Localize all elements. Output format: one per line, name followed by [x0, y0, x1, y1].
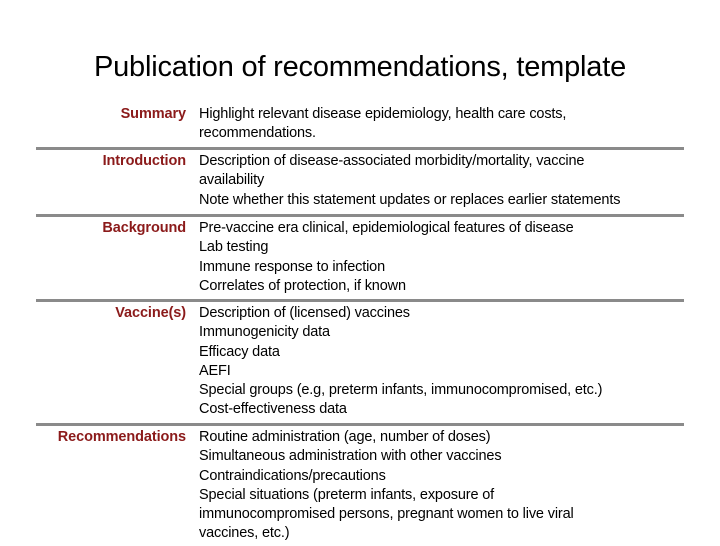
content-line: Lab testing [199, 239, 269, 256]
content-line: AEFI [199, 362, 231, 379]
content-line: Pre-vaccine era clinical, epidemiological features of disease [199, 220, 574, 236]
content-line: Correlates of protection, if known [199, 277, 406, 294]
content-line: recommendations. [199, 125, 316, 142]
content-line: Note whether this statement updates or replaces earlier statements [199, 191, 621, 208]
content-line: Simultaneous administration with other vaccines [199, 448, 502, 465]
content-line: Routine administration (age, number of doses) [199, 429, 491, 445]
table-row-background [36, 217, 684, 302]
row-label: Vaccine(s) [115, 305, 186, 321]
slide-title: Publication of recommendations, template [93, 51, 626, 83]
content-line: Immune response to infection [199, 258, 386, 275]
template-table [36, 103, 684, 546]
content-line: Special situations (preterm infants, exposure of [199, 486, 495, 503]
content-line: Contraindications/precautions [199, 467, 386, 484]
content-line: Immunogenicity data [199, 324, 330, 341]
content-line: Description of (licensed) vaccines [199, 305, 410, 321]
row-content [199, 152, 684, 210]
row-label: Recommendations [57, 429, 186, 445]
content-line: Description of disease-associated morbidity/mortality, vaccine [199, 153, 585, 169]
table-row-introduction [36, 150, 684, 217]
table-row-recommendations [36, 426, 684, 546]
content-line: immunocompromised persons, pregnant women to live viral [199, 506, 574, 523]
row-label: Summary [120, 106, 186, 122]
row-content [199, 428, 684, 544]
table-row-vaccines [36, 302, 684, 426]
row-label: Background [102, 220, 186, 236]
table-row-summary [36, 103, 684, 150]
row-content [199, 304, 684, 420]
row-content [199, 219, 684, 296]
row-label: Introduction [102, 153, 186, 169]
content-line: Efficacy data [199, 343, 280, 360]
content-line: vaccines, etc.) [199, 525, 290, 542]
row-content [199, 105, 684, 144]
content-line: availability [199, 172, 265, 189]
content-line: Special groups (e.g, preterm infants, immunocompromised, etc.) [199, 382, 603, 399]
content-line: Highlight relevant disease epidemiology, health care costs, [199, 106, 567, 122]
content-line: Cost-effectiveness data [199, 401, 347, 418]
